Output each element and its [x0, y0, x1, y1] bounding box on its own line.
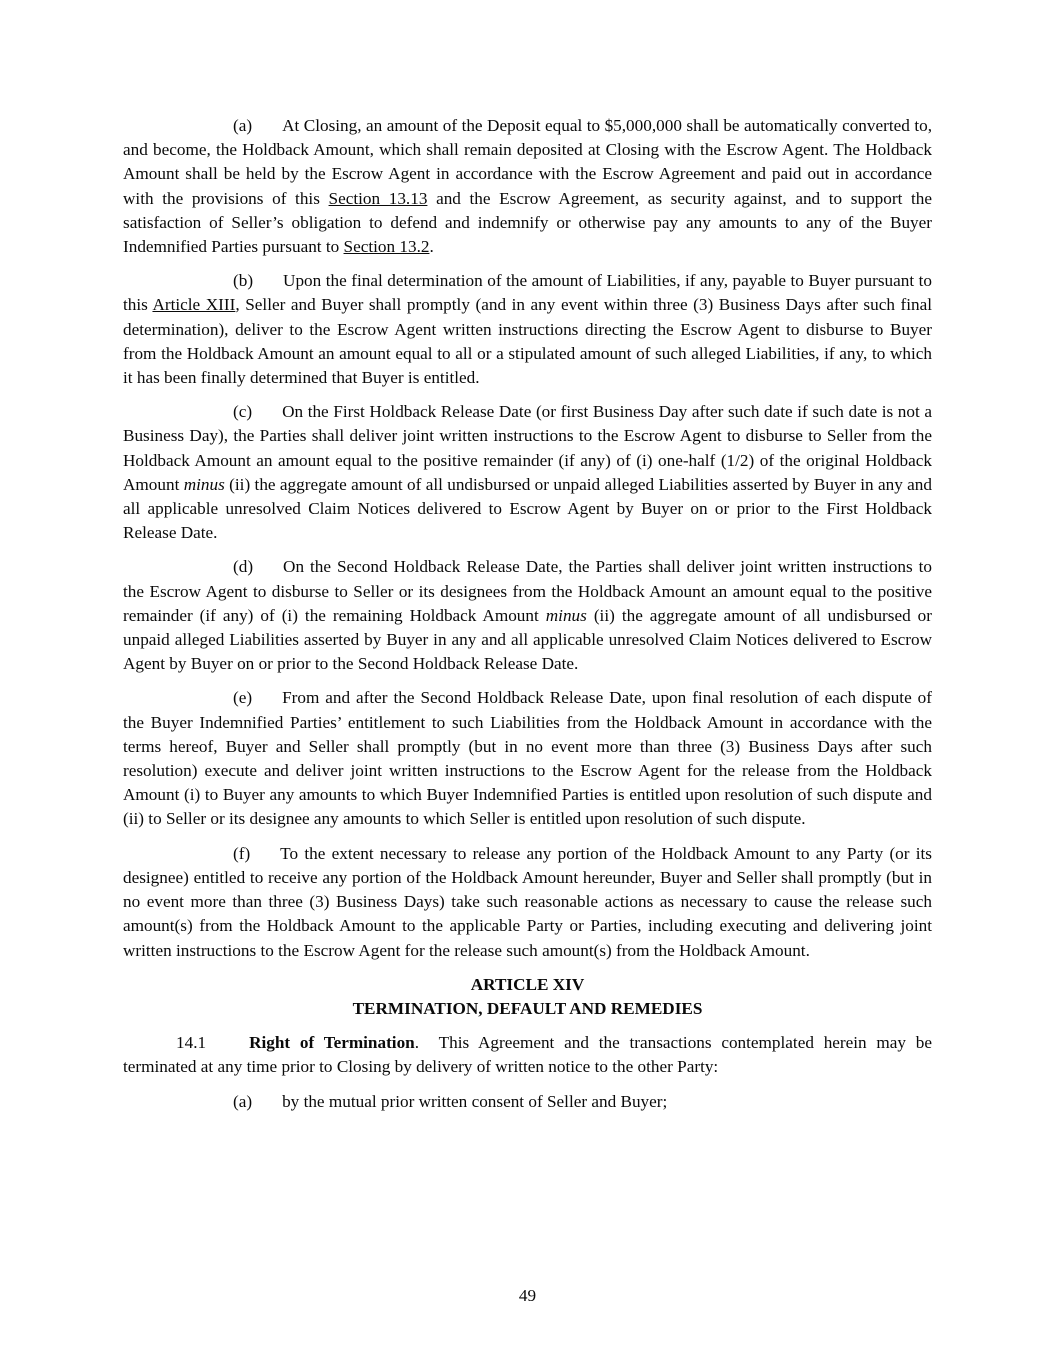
paragraph-a [123, 114, 932, 259]
text-run: From and after the Second Holdback Release Date, upon final resolution of each dispute of the Buyer Indemnified Parties’ entitlement to such Liabilities from the Holdback Amount in accordance with the terms hereof, Buyer and Seller shall promptly (but in no event more than three (3) Business Days after such resolution) execute and deliver joint written instructions to the Escrow Agent for the release from the Holdback Amount (i) to Buyer any amounts to which Buyer Indemnified Parties is entitled upon resolution of such dispute and (ii) to Seller or its designee any amounts to which Seller is entitled upon resolution of such dispute. [123, 688, 932, 829]
paragraph-e-text [123, 688, 932, 828]
text-run: (ii) the aggregate amount of all undisbursed or unpaid alleged Liabilities asserted by Buyer in any and all applicable unresolved Claim Notices delivered to Escrow Agent by Buyer on or prior to the First Holdback Release Date. [123, 474, 932, 543]
section-14-1 [123, 1031, 932, 1079]
text-run: minus [545, 605, 587, 625]
text-run: minus [183, 474, 225, 494]
text-run: . [429, 237, 434, 257]
page-number: 49 [518, 1286, 537, 1305]
document-body [123, 114, 932, 1124]
text-run: Section 13.13 [328, 188, 428, 208]
paragraph-e-label: (e) [233, 688, 253, 708]
text-run: . This Agreement and the transactions contemplated herein may be terminated at any time prior to Closing by delivery of written notice to the other Party: [123, 1033, 933, 1077]
paragraph-c [123, 400, 932, 545]
text-run: Article XIII [152, 295, 236, 315]
text-run: At Closing, an amount of the Deposit equal to $5,000,000 shall be automatically converted to, and become, the Holdback Amount, which shall remain deposited at Closing with the Escrow Agent. The Holdback Amount shall be held by the Escrow Agent in accordance with the Escrow Agreement and paid out in accordance with the provisions of this [123, 116, 932, 208]
article-heading [123, 973, 932, 1021]
text-run: On the First Holdback Release Date (or first Business Day after such date if such date is not a Business Day), the Parties shall deliver joint written instructions to the Escrow Agent to disburse to Seller from the Holdback Amount an amount equal to the positive remainder (if any) of (i) one-half (1/2) of the original Holdback Amount [123, 402, 932, 494]
paragraph-a-label: (a) [233, 116, 253, 135]
text-run: (ii) the aggregate amount of all undisbursed or unpaid alleged Liabilities asserted by Buyer in any and all applicable unresolved Claim Notices delivered to Escrow Agent by Buyer on or prior to the Second Holdback Release Date. [123, 605, 932, 674]
section-text [123, 1033, 932, 1076]
text-run: and the Escrow Agreement, as security against, and to support the satisfaction of Seller’s obligation to defend and indemnify or otherwise pay any amounts to any of the Buyer Indemnified Parties pursuant to [123, 188, 933, 257]
subsection-a-label: (a) [233, 1091, 253, 1111]
paragraph-c-label: (c) [233, 402, 253, 422]
text-run: by the mutual prior written consent of Seller and Buyer; [282, 1091, 668, 1111]
article-title: TERMINATION, DEFAULT AND REMEDIES [352, 998, 703, 1018]
subsection-a [123, 1090, 932, 1114]
paragraph-b [123, 269, 932, 390]
paragraph-a-text [123, 116, 932, 256]
paragraph-c-text [123, 402, 932, 542]
article-number: ARTICLE XIV [470, 974, 585, 994]
paragraph-f [123, 842, 932, 963]
subsection-a-text [282, 1092, 667, 1111]
text-run: , Seller and Buyer shall promptly (and in any event within three (3) Business Days after such final determination), deliver to the Escrow Agent written instructions directing the Escrow Agent to disburse to Buyer from the Holdback Amount an amount equal to all or a stipulated amount of such alleged Liabilities, if any, to which it has been finally determined that Buyer is entitled. [123, 295, 933, 388]
text-run: Right of Termination [249, 1033, 415, 1053]
paragraph-d-label: (d) [233, 557, 254, 577]
text-run: Section 13.2 [343, 237, 430, 257]
paragraph-e [123, 686, 932, 831]
section-number: 14.1 [176, 1033, 207, 1053]
paragraph-f-label: (f) [233, 843, 251, 863]
text-run: To the extent necessary to release any portion of the Holdback Amount to any Party (or its designee) entitled to receive any portion of the Holdback Amount hereunder, Buyer and Seller shall promptly (but in no event more than three (3) Business Days) take such reasonable actions as necessary to cause the release such amount(s) from the Holdback Amount to the applicable Party or Parties, including executing and delivering joint written instructions to the Escrow Agent for the release such amount(s) from the Holdback Amount. [123, 843, 932, 960]
text-run: On the Second Holdback Release Date, the Parties shall deliver joint written instructions to the Escrow Agent to disburse to Seller or its designees from the Holdback Amount an amount equal to the positive remainder (if any) of (i) the remaining Holdback Amount [123, 557, 932, 625]
text-run: Upon the final determination of the amount of Liabilities, if any, payable to Buyer pursuant to this [123, 271, 932, 315]
paragraph-b-label: (b) [233, 271, 254, 291]
paragraph-d [123, 555, 932, 676]
